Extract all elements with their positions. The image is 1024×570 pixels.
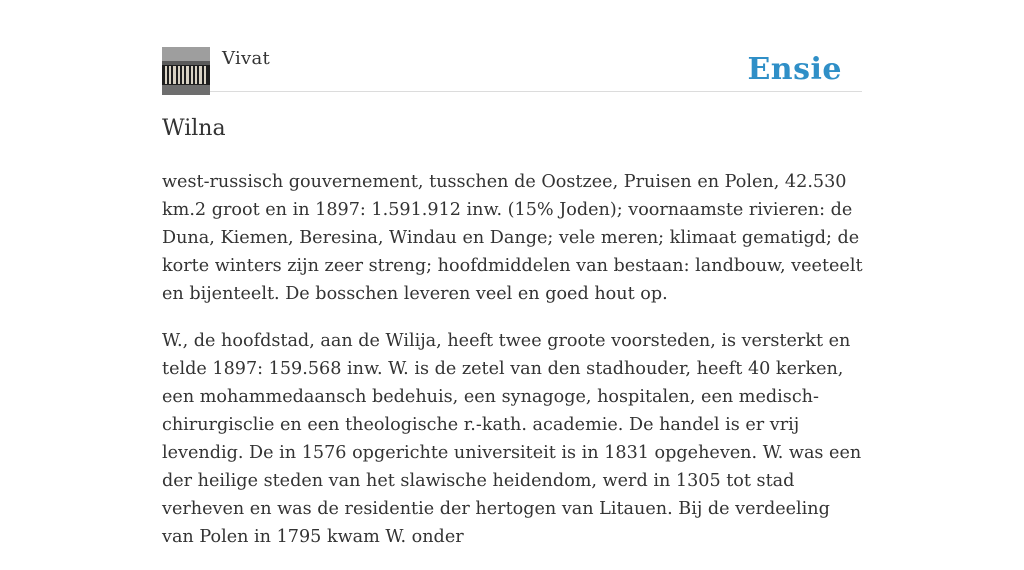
author-name[interactable]: Vivat: [222, 48, 271, 69]
site-logo[interactable]: Ensie: [747, 52, 842, 87]
bookshelf-photo-icon: [162, 47, 210, 95]
article-body: [162, 168, 867, 570]
page-title: Wilna: [162, 116, 226, 141]
header: [162, 47, 862, 92]
article-paragraph: west-russisch gouvernement, tusschen de Oostzee, Pruisen en Polen, 42.530 km.2 groot en in 1897: 1.591.912 inw. (15% Joden); voornaamste rivieren: de Duna, Kiemen, Beresina, Windau en Dange; vele meren; klimaat gematigd; de korte winters zijn zeer streng; hoofdmiddelen van bestaan: landbouw, veeteelt en bijenteelt. De bosschen leveren veel en goed hout op.: [162, 172, 863, 304]
author-avatar[interactable]: [162, 47, 210, 95]
article-paragraph: W., de hoofdstad, aan de Wilija, heeft twee groote voorsteden, is versterkt en telde 1897: 159.568 inw. W. is de zetel van den stadhouder, heeft 40 kerken, een mohammedaansch bedehuis, een synagoge, hospitalen, een medisch-chirurgisclie en een theologische r.-kath. academie. De handel is er vrij levendig. De in 1576 opgerichte universiteit is in 1831 opgeheven. W. was een der heilige steden van het slawische heidendom, werd in 1305 tot stad verheven en was de residentie der hertogen van Litauen. Bij de verdeeling van Polen in 1795 kwam W. onder: [162, 331, 862, 547]
